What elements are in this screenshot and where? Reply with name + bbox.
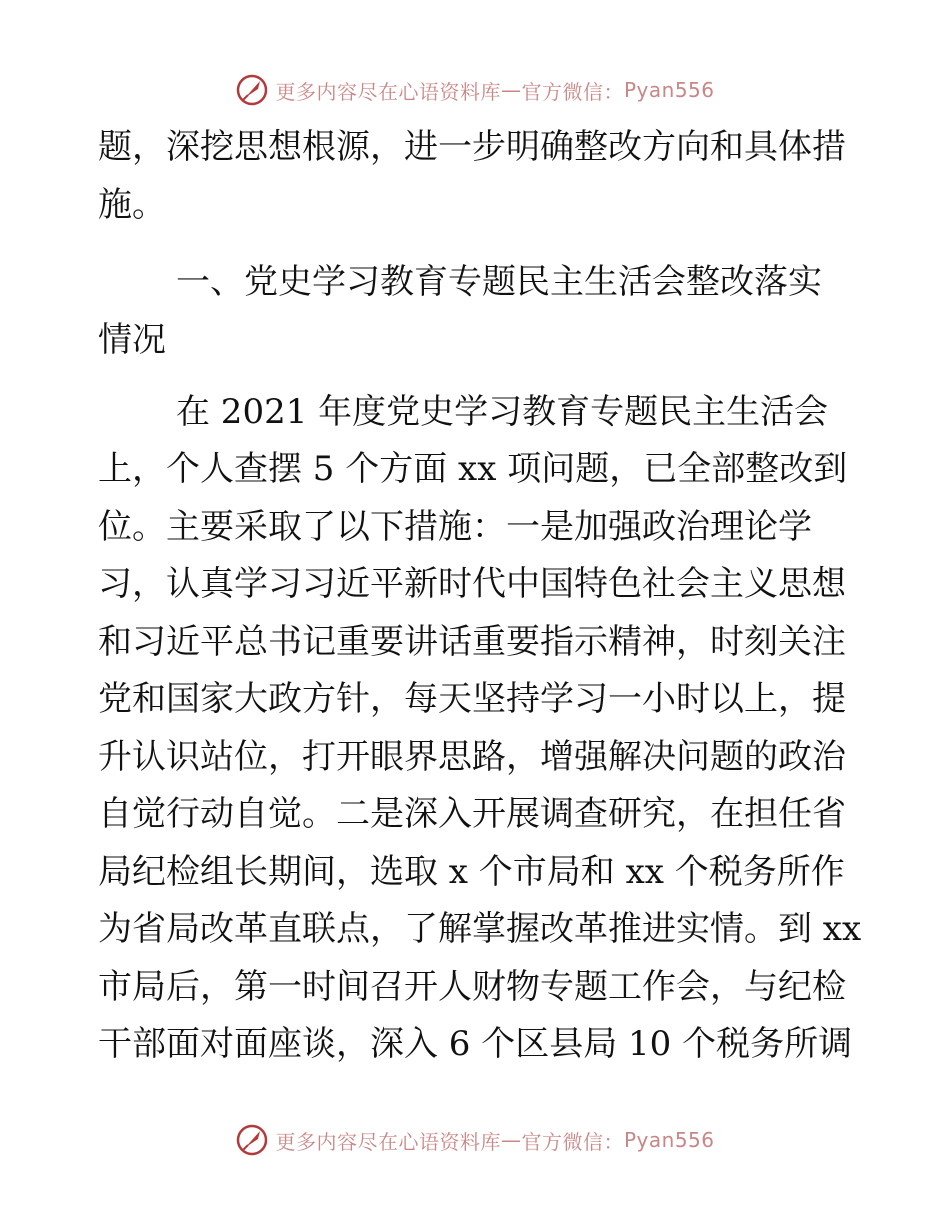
text-line: 干部面对面座谈，深入 6 个区县局 10 个税务所调 [98,1024,853,1064]
section-heading: 一、党史学习教育专题民主生活会整改落实 [176,262,822,302]
watermark-main-text: 更多内容尽在心语资料库 [275,79,501,104]
text-line: 升认识站位，打开眼界思路，增强解决问题的政治 [98,737,846,777]
watermark-dash: — [500,1128,522,1152]
text-line: 施。 [98,185,166,225]
watermark-main-text: 更多内容尽在心语资料库 [275,1129,501,1154]
text-line: 上，个人查摆 5 个方面 xx 项问题，已全部整改到 [98,449,848,489]
text-line: 局纪检组长期间，选取 x 个市局和 xx 个税务所作 [98,852,845,892]
watermark-wechat-id: Pyan556 [623,78,715,102]
header-watermark [0,70,950,110]
text-line: 自觉行动自觉。二是深入开展调查研究，在担任省 [98,794,846,834]
watermark-official-label: 官方微信： [521,79,624,104]
text-line: 在 2021 年度党史学习教育专题民主生活会 [176,392,829,432]
section-heading-cont: 情况 [98,320,166,360]
text-line: 题，深挖思想根源，进一步明确整改方向和具体措 [98,127,846,167]
text-line: 党和国家大政方针，每天坚持学习一小时以上，提 [98,679,846,719]
text-line: 为省局改革直联点，了解掌握改革推进实情。到 xx [98,909,862,949]
text-line: 习，认真学习习近平新时代中国特色社会主义思想 [98,564,846,604]
quill-logo-icon [235,73,269,107]
quill-logo-icon [235,1123,269,1157]
watermark-wechat-id: Pyan556 [623,1128,715,1152]
watermark-official-label: 官方微信： [521,1129,624,1154]
text-line: 位。主要采取了以下措施：一是加强政治理论学 [98,507,812,547]
text-line: 和习近平总书记重要讲话重要指示精神，时刻关注 [98,622,846,662]
text-line: 市局后，第一时间召开人财物专题工作会，与纪检 [98,967,846,1007]
footer-watermark [0,1120,950,1160]
watermark-dash: — [500,78,522,102]
